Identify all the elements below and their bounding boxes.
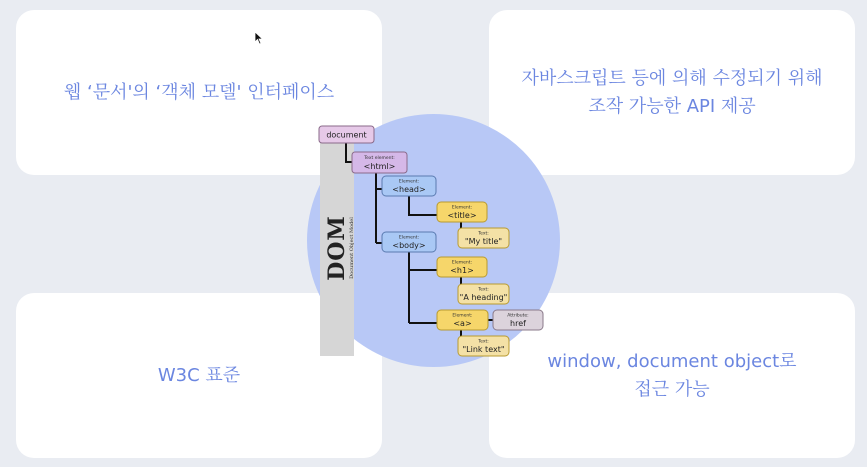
node-head-label: <head> (392, 185, 426, 194)
node-h1-type: Element: (451, 260, 473, 266)
dom-subtitle: Document Object Model (349, 217, 355, 279)
node-a (437, 310, 488, 330)
node-html (352, 152, 407, 173)
node-title-label: <title> (447, 211, 477, 220)
node-body (382, 232, 436, 252)
dom-title: DOM (324, 215, 350, 281)
node-aheading-label: "A heading" (459, 293, 508, 302)
card-top-left-text: 웹 ‘문서'의 ‘객체 모델' 인터페이스 (63, 81, 335, 103)
node-body-type: Element: (398, 235, 420, 241)
node-a-type: Element: (452, 313, 473, 319)
node-document (319, 126, 374, 143)
node-href-label: href (510, 319, 526, 328)
node-aheading-type: Text: (478, 287, 489, 293)
node-h1 (437, 257, 487, 277)
node-body-label: <body> (392, 241, 426, 250)
node-linktext-type: Text: (478, 339, 489, 345)
node-head (382, 176, 436, 196)
node-a-label: <a> (453, 319, 472, 328)
node-linktext-text (458, 336, 509, 356)
node-href-attribute (493, 310, 543, 330)
node-html-label: <html> (363, 162, 396, 171)
edge-body-children (409, 252, 437, 323)
node-head-type: Element: (398, 179, 420, 185)
edge-document-html (346, 143, 352, 162)
node-mytitle-label: "My title" (464, 237, 503, 246)
card-top-right-text: 자바스크립트 등에 의해 수정되기 위해 조작 가능한 API 제공 (521, 67, 823, 117)
node-title (437, 202, 487, 222)
node-aheading-text (458, 284, 509, 304)
node-html-type: Text element: (364, 156, 395, 161)
edge-head-title (409, 196, 437, 215)
mouse-pointer-icon (254, 31, 264, 45)
card-bottom-right-text: window, document object로 접근 가능 (547, 350, 797, 400)
node-mytitle-type: Text: (478, 231, 489, 237)
edge-html-children (376, 173, 382, 243)
node-href-type: Attribute: (507, 313, 529, 319)
node-title-type: Element: (451, 205, 473, 211)
card-bottom-left-text: W3C 표준 (157, 364, 241, 386)
node-document-label: document (326, 130, 367, 140)
node-h1-label: <h1> (450, 266, 474, 275)
node-linktext-label: "Link text" (462, 345, 505, 354)
node-mytitle-text (458, 228, 509, 248)
